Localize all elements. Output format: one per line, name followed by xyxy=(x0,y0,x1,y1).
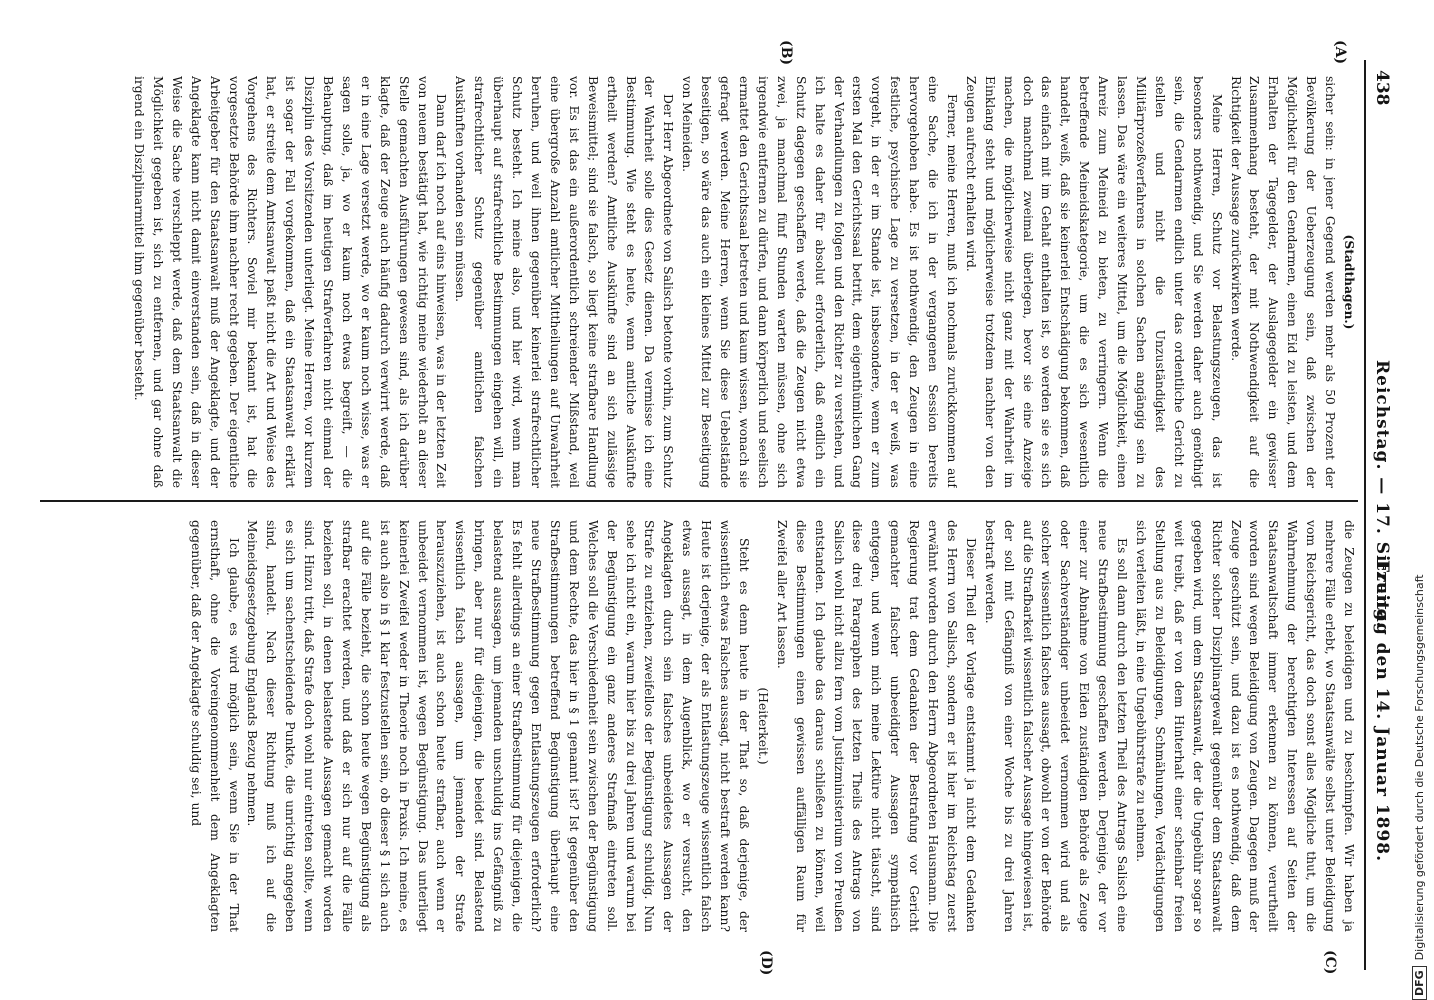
paragraph: Dieser Theil der Vorlage entstammt ja nicht dem Gedanken des Herrn von Salisch, sondern er ist hier im Reichstag zuerst erwähnt worden durch den Herrn Abgeordneten Hausmann. Die Regierung trat dem Gedanken der Bestrafung vor Gericht gemachter falscher unbeeidigter Aussagen sympathisch entgegen, und wenn mich meine Lektüre nicht täuscht, sind diese drei Paragraphen des letzten Theils des Antrags von Salisch wohl nicht allzu fern vom Justizministerium von Preußen entstanden. Ich glaube das daraus schließen zu können, weil diese Bestimmungen einen gewissen auffälligen Raum für Zweifel aller Art lassen. xyxy=(774,520,978,932)
paragraph: Meine Herren, Schutz vor Belastungszeugen, das ist besonders nothwendig, und Sie werden daher auch genöthigt sein, die Gendarmen endlich unter das ordentliche Gericht zu stellen und nicht die Unzuständigkeit des Militärprozeßverfahrens in solchen Sachen angängig sein zu lassen. Das wäre ein weiteres Mittel, um die Möglichkeit, einen Anreiz zum Meineid zu bieten, zu verringern. Wenn die betreffende Meineidskategorie, um die es sich wesentlich handelt, weiß, daß sie keinerlei Entschädigung bekommen, daß das einfach mit im Gehalt enthalten ist, so werden sie es sich doch manchmal zweimal überlegen, bevor sie eine Anzeige machen, die möglicherweise nicht ganz mit der Wahrheit im Einklang steht und möglicherweise trotzdem nachher von den Zeugen aufrecht erhalten wird. xyxy=(963,76,1224,488)
column-divider xyxy=(40,500,1358,502)
paragraph: Dann darf ich noch auf eins hinweisen, was in der letzten Zeit von neuem bestätigt hat, wie richtig meine wiederholt an dieser Stelle gemachten Ausführungen gewesen sind, als ich darüber klagte, daß der Zeuge auch häufig dadurch verwirrt werde, daß er in eine Lage versetzt werde, wo er kaum noch wisse, was er sagen solle, ja, wo er kaum noch etwas begreift, — die Behauptung, daß im heutigen Strafverfahren nicht einmal der Disziplin des Vorsitzenden unterliegt. Meine Herren, vor kurzem ist sogar der Fall vorgekommen, daß ein Staatsanwalt erklärt hat, er streite dem Amtsanwalt paßt nicht die Art und Weise des Vorgehens des Richters. Soviel mir bekannt ist, hat die vorgesetzte Behörde ihm nachher recht gegeben. Der eigentliche Arbeitgeber für den Staatsanwalt muß der Angeklagte, und der Angeklagte kann nicht damit einverstanden sein, daß in dieser Weise die Sache verschleppt werde, daß dem Staatsanwalt die Möglichkeit gegeben ist, sich zu entfernen, und gar ohne daß irgend ein Disziplinarmittel ihm gegenüber besteht. xyxy=(132,76,449,488)
paragraph: Ich glaube, es wird möglich sein, wenn Sie in der That ernsthaft, ohne die Voreingenommenheit dem Angeklagten gegenüber, daß der Angeklagte schuldig sei, und xyxy=(188,520,241,932)
paragraph: Ferner, meine Herren, muß ich nochmals zurückkommen auf eine Sache, die ich in der vergangenen Session bereits hervorgehoben habe. Es ist nothwendig, den Zeugen in eine festliche, psychische Lage zu versetzen, in der er weiß, was vorgeht, in der er im Stande ist, insbesondere, wenn er zum ersten Mal den Gerichtssaal betritt, dem eigenthümlichen Gang der Verhandlungen zu folgen und den Richter zu verstehen, und ich halte es daher für absolut erforderlich, daß endlich ein Schutz dagegen geschaffen werde, daß die Zeugen nicht etwa zwei, ja manchmal fünf Stunden warten müssen, ohne sich irgendwie entfernen zu dürfen, und dann körperlich und seelisch ermattet den Gerichtssaal betreten und kaum wissen, wonach sie gefragt werden. Meine Herren, wenn Sie diese Uebelstände beseitigen, so wäre das auch ein kleines Mittel zur Beseitigung von Meineiden. xyxy=(680,76,959,488)
margin-letter-c: (C) xyxy=(1322,950,1338,975)
credit-text: Digitalisierung gefördert durch die Deutsche Forschungsgemeinschaft xyxy=(1413,574,1426,961)
digitization-credit xyxy=(1412,0,1427,1000)
paragraph: die Zeugen zu beleidigen und zu beschimpfen. Wir haben ja mehrere Fälle erlebt, wo Staatsanwälte selbst unter Beleidigung vom Reichsgericht, das doch sonst alles Mögliche thut, um die Wahrnehmung der berechtigten Interessen auf Seiten der Staatsanwaltschaft immer erkennen zu können, verurtheilt worden sind wegen Beleidigung von Zeugen. Dagegen muß der Zeuge geschützt sein, und dazu ist es nothwendig, daß dem Richter solcher Disziplinargewalt gegenüber dem Staatsanwalt gegeben wird, um dem Staatsanwalt, der die Ungebühr sogar so weit treibt, daß er von dem Hinterhalt einer scheinbar freien Stellung aus zu Beleidigungen, Schmähungen, Verdächtigungen sich verleiten läßt, in eine Ungebührstrafe zu nehmen. xyxy=(1134,520,1356,932)
paragraph: Der Herr Abgeordnete von Salisch betonte vorhin, zum Schutz der Wahrheit solle dies Gesetz dienen. Da vermisse ich eine Bestimmung. Wie steht es heute, wenn amtliche Auskünfte ertheilt werden? Amtliche Auskünfte sind an sich zulässige Beweismittel; sind sie falsch, so liegt keine strafbare Handlung vor. Es ist das ein außerordentlich schreiender Mißstand, weil eine übergroße Anzahl amtlicher Mittheilungen auf Unwahrheit beruhen, und weil ihnen gegenüber keinerlei strafrechtlicher Schutz besteht. Ich meine also, und hier wird, wenn man überhaupt auf strafrechtliche Bestimmungen eingehen will, ein strafrechtlicher Schutz gegenüber amtlichen falschen Auskünften vorhanden sein müssen. xyxy=(453,76,676,488)
running-title: Reichstag. — 17. Sitzung. xyxy=(1372,360,1392,629)
header-rule xyxy=(1364,60,1366,970)
paragraph: Steht es denn heute in der That so, daß derjenige, der wissentlich etwas Falsches aussagt, nicht bestraft werden kann? Heute ist derjenige, der als Entlastungszeuge wissentlich falsch etwas aussagt, in dem Augenblick, wo er versucht, den Angeklagten durch sein falsches unbeeidetes Aussagen der Strafe zu entziehen, zweifellos der Begünstigung schuldig. Nun sehe ich nicht ein, warum hier bis zu drei Jahren und warum bei der Begünstigung ein ganz anderes Strafmaß eintreten soll. Welches soll die Verschiedenheit sein zwischen der Begünstigung und dem Rechte, das hier in § 1 genannt ist? Ist gegenüber den Strafbestimmungen betreffend Begünstigung überhaupt eine neue Strafbestimmung gegen Entlastungszeugen erforderlich? Es fehlt allerdings an einer Strafbestimmung für diejenigen, die belastend aussagen, um jemanden unschuldig ins Gefängniß zu bringen, aber nur für diejenigen, die beeidet sind. Belastend wissentlich falsch aussagen, um jemanden der Strafe herauszuziehen, ist auch schon heute strafbar, auch wenn er unbeeidet vernommen ist, wegen Begünstigung. Das unterliegt keinerlei Zweifel weder in Theorie noch in Praxis. Ich meine, es ist auch also in § 1 klar festzustellen sein, ob dieser § 1 sich auch auf die Fälle bezieht, die schon heute wegen Begünstigung als strafbar erachtet werden, und daß er sich nur auf die Fälle beziehen soll, in denen belastende Aussagen gemacht worden sind. Hinzu tritt, daß Strafe doch wohl nur eintreten sollte, wenn es sich um sachentscheidende Punkte, die unrichtig angegeben sind, handelt. Nach dieser Richtung muß ich auf die Meineidsgesetzgebung Englands Bezug nehmen. xyxy=(245,520,751,932)
left-column xyxy=(40,76,1358,488)
page-number: 438 xyxy=(1372,70,1392,106)
margin-letter-a: (A) xyxy=(1332,40,1348,65)
right-column xyxy=(40,520,1358,932)
paragraph: Es soll dann durch den letzten Theil des Antrags Salisch eine neue Strafbestimmung geschaffen werden. Derjenige, der vor einer zur Abnahme von Eiden zuständigen Behörde als Zeuge oder Sachverständiger unbeeidet vernommen wird und als solcher wissentlich falsches aussagt, obwohl er von der Behörde auf die Strafbarkeit wissentlich falscher Aussage hingewiesen ist, der soll mit Gefängniß von einer Woche bis zu drei Jahren bestraft werden. xyxy=(982,520,1130,932)
margin-letter-d: (D) xyxy=(758,950,774,976)
margin-letter-b: (B) xyxy=(778,40,794,66)
paragraph: sicher sein: in jener Gegend werden mehr als 50 Prozent der Bevölkerung der Ueberzeugung sein, daß zwischen der Möglichkeit für den Gendarmen, einen Eid zu leisten, und dem Erhalten der Tagegelder, der Auslagegelder ein gewisser Zusammenhang besteht, der mit Nothwendigkeit auf die Richtigkeit der Aussage zurückwirken werde. xyxy=(1228,76,1338,488)
speaker-head: (Stadthagen.) xyxy=(1342,234,1357,330)
interjection: (Heiterkeit.) xyxy=(755,687,770,765)
dfg-logo: DFG xyxy=(1412,966,1427,1000)
session-date: Freitag den 14. Januar 1898. xyxy=(1372,560,1392,863)
